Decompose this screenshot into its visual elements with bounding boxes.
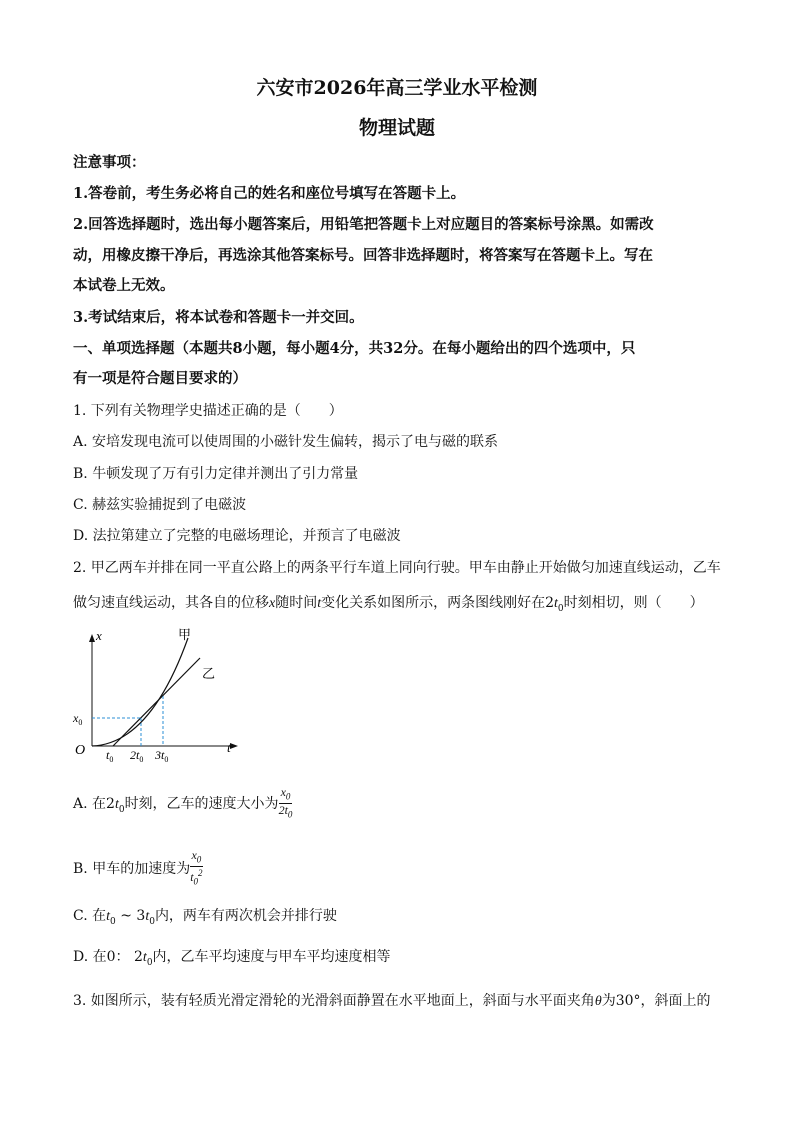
c-interval: $t_0$ ~ $3t_0$ — [106, 908, 155, 927]
q1-option-a: A. 安培发现电流可以使周围的小磁针发生偏转，揭示了电与磁的联系 — [73, 434, 499, 450]
tick-2t0: $2t_0$ — [130, 748, 144, 764]
q2-option-c: C. 在$t_0$ ~ $3t_0$内，两车有两次机会并排行驶 — [73, 908, 337, 927]
curve-jia — [92, 638, 188, 746]
origin-label: O — [75, 743, 86, 758]
line-yi — [113, 658, 200, 746]
x-axis-arrow — [89, 634, 95, 642]
q1-option-d: D. 法拉第建立了完整的电磁场理论，并预言了电磁波 — [73, 528, 401, 544]
exam-subtitle: 物理试题 — [358, 117, 435, 139]
q2-stem-text-c: 变化关系如图所示，两条图线刚好在 — [321, 595, 546, 611]
q1-stem: 1. 下列有关物理学史描述正确的是（ ） — [73, 403, 343, 419]
t-axis-label: t — [227, 740, 231, 755]
q2-option-b: B. 甲车的加速度为 $\frac{x_0}{t_0^2}$ — [73, 848, 203, 887]
q1-option-c: C. 赫兹实验捕捉到了电磁波 — [73, 497, 247, 513]
label-jia: 甲 — [178, 627, 192, 642]
b-fraction: $\frac{x_0}{t_0^2}$ — [190, 848, 203, 887]
q2-stem-text-b: 随时间 — [275, 595, 318, 611]
q2-stem-text-a: 做匀速直线运动，其各自的位移 — [73, 595, 269, 611]
q2-var-x: x — [269, 596, 276, 611]
notice-item-1: 1.答卷前，考生务必将自己的姓名和座位号填写在答题卡上。 — [73, 185, 466, 202]
notice-heading: 注意事项： — [73, 154, 146, 171]
notice-item-2-line1: 2.回答选择题时，选出每小题答案后，用铅笔把答题卡上对应题目的答案标号涂黑。如需改 — [73, 216, 654, 233]
q1-option-b: B. 牛顿发现了万有引力定律并测出了引力常量 — [73, 466, 359, 482]
a-fraction: $\frac{x_0}{2t_0}$ — [278, 785, 293, 820]
section1-heading-line1: 一、单项选择题（本题共8小题，每小题4分，共32分。在每小题给出的四个选项中，只 — [73, 340, 636, 357]
x-axis-label: x — [96, 628, 102, 643]
q2-tangent-time: $2t_0$ — [545, 595, 564, 614]
q2-option-d: D. 在0： $2t_0$内，乙车平均速度与甲车平均速度相等 — [73, 949, 391, 968]
tick-3t0: $3t_0$ — [155, 748, 169, 764]
q2-stem-line1: 2. 甲乙两车并排在同一平直公路上的两条平行车道上同向行驶。甲车由静止开始做匀加速直线运动，乙车 — [73, 560, 721, 576]
exam-title: 六安市2026年高三学业水平检测 — [256, 77, 538, 99]
a-time: $2t_0$ — [106, 795, 125, 815]
q2-stem-line2 — [73, 592, 704, 614]
tick-t0: $t_0$ — [106, 748, 114, 764]
notice-item-2-line2: 动，用橡皮擦干净后，再选涂其他答案标号。回答非选择题时，将答案写在答题卡上。写在 — [73, 247, 653, 264]
q2-xt-graph — [66, 622, 256, 764]
q3-stem-line1: 3. 如图所示，装有轻质光滑定滑轮的光滑斜面静置在水平地面上，斜面与水平面夹角θ为30°，斜面上的 — [73, 993, 711, 1009]
q2-var-t: t — [317, 596, 322, 611]
q3-theta: θ — [594, 994, 602, 1009]
d-interval: 0： $2t_0$ — [106, 949, 153, 968]
label-yi: 乙 — [202, 666, 216, 681]
t-axis-arrow — [230, 743, 238, 749]
section1-heading-line2: 有一项是符合题目要求的） — [73, 370, 247, 387]
q2-stem-text-d: 时刻相切，则（ ） — [563, 595, 704, 611]
notice-item-3: 3.考试结束后，将本试卷和答题卡一并交回。 — [73, 309, 364, 326]
q2-option-a: A. 在$2t_0$时刻，乙车的速度大小为 $\frac{x_0}{2t_0}$ — [73, 785, 293, 820]
notice-item-2-line3: 本试卷上无效。 — [73, 277, 175, 294]
tick-x0: $x_0$ — [73, 711, 83, 727]
